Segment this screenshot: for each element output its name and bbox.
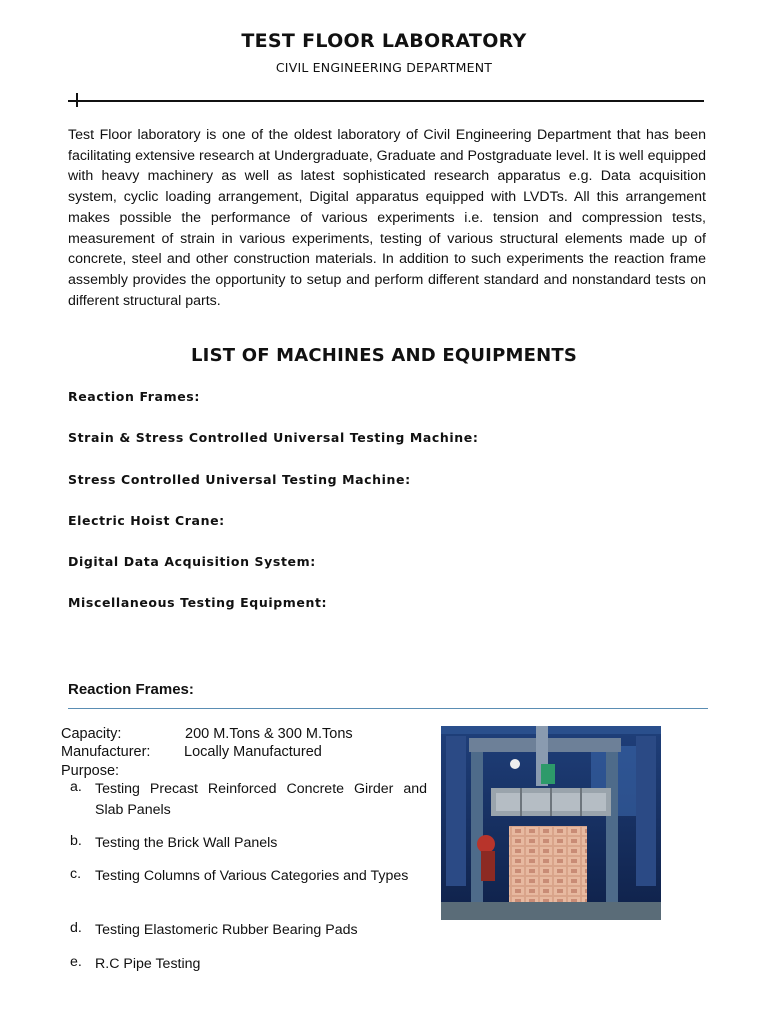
machine-item-strain-stress-utm: Strain & Stress Controlled Universal Testing Machine: [68,430,479,446]
machines-heading: LIST OF MACHINES AND EQUIPMENTS [191,345,577,366]
list-letter: a. [70,779,82,795]
machine-item-misc-equipment: Miscellaneous Testing Equipment: [68,595,328,611]
list-letter: e. [70,954,82,970]
list-letter: d. [70,920,82,936]
capacity-row [61,726,353,742]
machine-item-hoist-crane: Electric Hoist Crane: [68,512,225,528]
manufacturer-value: Locally Manufactured [184,744,322,760]
machine-item-data-acquisition: Digital Data Acquisition System: [68,554,316,570]
page-title: TEST FLOOR LABORATORY [241,30,527,52]
list-text: Testing Elastomeric Rubber Bearing Pads [95,922,358,938]
list-text: R.C Pipe Testing [95,956,201,972]
list-letter: b. [70,833,82,849]
machines-list [68,389,478,637]
intro-paragraph: Test Floor laboratory is one of the oldest laboratory of Civil Engineering Department that has been facilitating extensive research at Undergraduate, Graduate and Postgraduate level. It is well equipped with heavy machinery as well as latest sophisticated research apparatus e.g. Data acquisition system, cyclic loading arrangement, Digital apparatus equipped with LVDTs. All this arrangement makes possible the performance of various experiments i.e. tension and compression tests, measurement of strain in various experiments, testing of various structural elements made up of concrete, steel and other construction materials. In addition to such experiments the reaction frame assembly provides the opportunity to setup and perform different standard and nonstandard tests on different structural parts. [68,127,706,309]
manufacturer-label: Manufacturer: [61,744,151,760]
department-subtitle: CIVIL ENGINEERING DEPARTMENT [275,60,493,75]
section-divider [68,708,708,709]
reaction-frames-heading: Reaction Frames: [68,681,194,698]
list-text: Testing Columns of Various Categories and Types [95,868,409,884]
machine-item-stress-utm: Stress Controlled Universal Testing Machine: [68,471,411,487]
divider-tick [76,93,78,107]
machine-item-reaction-frames: Reaction Frames: [68,389,200,404]
reaction-frame-photo [441,726,661,920]
list-text: Testing Precast Reinforced Concrete Girder and Slab Panels [95,781,427,818]
capacity-label: Capacity: [61,726,122,742]
list-letter: c. [70,866,82,882]
header-divider [68,100,704,102]
capacity-value: 200 M.Tons & 300 M.Tons [185,726,353,742]
manufacturer-row [61,744,322,760]
list-text: Testing the Brick Wall Panels [95,835,278,851]
purpose-label: Purpose: [61,763,120,779]
